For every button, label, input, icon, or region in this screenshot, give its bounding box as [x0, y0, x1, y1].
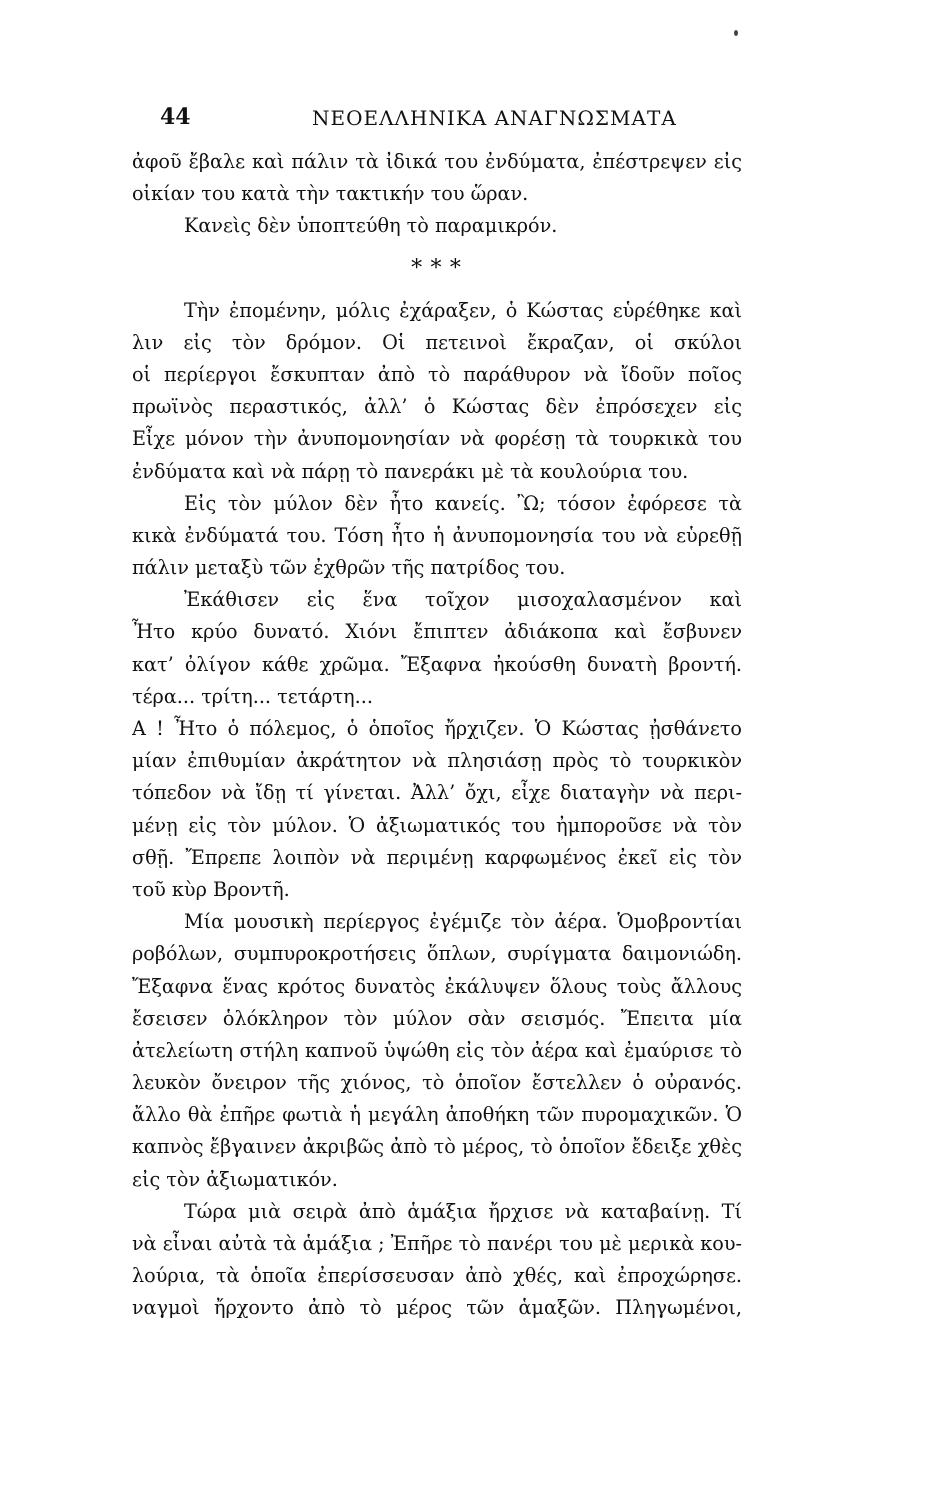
text-line: ἀφοῦ ἔβαλε καὶ πάλιν τὰ ἰδικά του ἐνδύματα, ἐπέστρεψεν εἰς	[132, 150, 742, 173]
text-line: οἰκίαν του κατὰ τὴν τακτικήν του ὥραν.	[132, 182, 529, 206]
text-line: εἰς τὸν ἀξιωματικόν.	[132, 1167, 338, 1191]
text-line: πρωϊνὸς περαστικός, ἀλλ’ ὁ Κώστας δὲν ἐπρόσεχεν εἰς	[132, 395, 742, 419]
text-line: Τὴν ἐπομένην, μόλις ἐχάραξεν, ὁ Κώστας εὑρέθηκε καὶ	[184, 298, 742, 322]
text-line: Α ! Ἦτο ὁ πόλεμος, ὁ ὁποῖος ἤρχιζεν. Ὁ Κώστας ᾐσθάνετο	[132, 717, 742, 740]
text-line: Μία μουσικὴ περίεργος ἐγέμιζε τὸν ἀέρα. Ὁμοβροντίαι	[184, 910, 742, 934]
text-line: ἀτελείωτη στήλη καπνοῦ ὑψώθη εἰς τὸν ἀέρα καὶ ἐμαύρισε τὸ	[132, 1038, 742, 1062]
text-line: νὰ εἶναι αὐτὰ τὰ ἁμάξια ; Ἐπῆρε τὸ πανέρι του μὲ μερικὰ κου-	[132, 1232, 742, 1255]
text-line: Τώρα μιὰ σειρὰ ἀπὸ ἁμάξια ἤρχισε νὰ καταβαίνῃ. Τί	[184, 1199, 742, 1223]
text-line: οἱ περίεργοι ἔσκυπταν ἀπὸ τὸ παράθυρον νὰ ἴδοῦν ποῖος	[132, 362, 742, 386]
text-line: Εἶχε μόνον τὴν ἀνυπομονησίαν νὰ φορέσῃ τὰ τουρκικὰ του	[132, 427, 742, 451]
page-number: 44	[160, 104, 191, 130]
text-line: ναγμοὶ ἤρχοντο ἀπὸ τὸ μέρος τῶν ἁμαξῶν. Πληγωμένοι,	[132, 1296, 742, 1320]
body-text	[132, 146, 742, 1325]
page-header	[160, 100, 720, 140]
text-line: καπνὸς ἔβγαινεν ἀκριβῶς ἀπὸ τὸ μέρος, τὸ ὁποῖον ἔδειξε χθὲς	[132, 1135, 742, 1159]
text-line: μένῃ εἰς τὸν μύλον. Ὁ ἀξιωματικός του ἠμποροῦσε νὰ τὸν	[132, 813, 742, 837]
running-title: ΝΕΟΕΛΛΗΝΙΚΑ ΑΝΑΓΝΩΣΜΑΤΑ	[312, 106, 677, 130]
text-line: Ἐκάθισεν εἰς ἕνα τοῖχον μισοχαλασμένον καὶ	[184, 588, 742, 612]
text-line: τοῦ κὺρ Βροντῆ.	[132, 877, 290, 901]
text-line: πάλιν μεταξὺ τῶν ἐχθρῶν τῆς πατρίδος του.	[132, 556, 566, 580]
section-separator: * * *	[411, 255, 463, 281]
text-line: κατ’ ὀλίγον κάθε χρῶμα. Ἔξαφνα ἠκούσθη δυνατὴ βροντή.	[132, 652, 742, 676]
text-line: Ἔξαφνα ἕνας κρότος δυνατὸς ἐκάλυψεν ὅλους τοὺς ἄλλους	[132, 974, 742, 998]
text-line: σθῇ. Ἔπρεπε λοιπὸν νὰ περιμένῃ καρφωμένος ἐκεῖ εἰς τὸν	[132, 845, 742, 869]
text-line: Ἦτο κρύο δυνατό. Χιόνι ἔπιπτεν ἀδιάκοπα καὶ ἔσβυνεν	[132, 620, 742, 644]
text-line: ἐνδύματα καὶ νὰ πάρῃ τὸ πανεράκι μὲ τὰ κουλούρια του.	[132, 459, 689, 483]
text-line: ἔσεισεν ὁλόκληρον τὸν μύλον σὰν σεισμός. Ἔπειτα μία	[132, 1006, 742, 1030]
text-line: Εἰς τὸν μύλον δὲν ἦτο κανείς. Ὢ; τόσον ἐφόρεσε τὰ	[184, 491, 742, 515]
text-line: κικὰ ἐνδύματά του. Τόση ἦτο ἡ ἀνυπομονησία του νὰ εὑρεθῇ	[132, 523, 742, 547]
text-line: Κανεὶς δὲν ὑποπτεύθη τὸ παραμικρόν.	[184, 214, 558, 238]
text-line: ροβόλων, συμπυροκροτήσεις ὅπλων, συρίγματα δαιμονιώδη.	[132, 942, 742, 966]
text-line: λούρια, τὰ ὁποῖα ἐπερίσσευσαν ἀπὸ χθές, καὶ ἐπροχώρησε.	[132, 1264, 742, 1288]
text-line: τέρα... τρίτη... τετάρτη...	[132, 684, 373, 708]
text-line: ἄλλο θὰ ἐπῆρε φωτιὰ ἡ μεγάλη ἀποθήκη τῶν πυρομαχικῶν. Ὁ	[132, 1103, 742, 1127]
page-speck	[734, 30, 738, 36]
text-line: λευκὸν ὄνειρον τῆς χιόνος, τὸ ὁποῖον ἔστελλεν ὁ οὐρανός.	[132, 1071, 742, 1095]
text-line: μίαν ἐπιθυμίαν ἀκράτητον νὰ πλησιάσῃ πρὸς τὸ τουρκικὸν	[132, 749, 742, 773]
text-line: τόπεδον νὰ ἴδῃ τί γίνεται. Ἀλλ’ ὄχι, εἶχε διαταγὴν νὰ περι-	[132, 781, 742, 805]
text-line: λιν εἰς τὸν δρόμον. Οἱ πετεινοὶ ἔκραζαν, οἱ σκύλοι	[132, 330, 742, 354]
